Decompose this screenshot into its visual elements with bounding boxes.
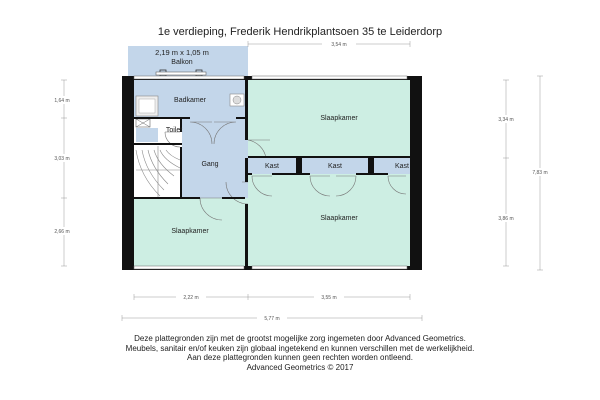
footer-line: Deze plattegronden zijn met de grootst mogelijke zorg ingemeten door Advanced Geometrics. — [134, 334, 466, 343]
balcony-label: Balkon — [171, 59, 193, 66]
dim-left-3: 2,66 m — [54, 229, 70, 235]
footer-disclaimer — [40, 334, 560, 372]
dim-right-total: 7,83 m — [532, 170, 548, 176]
dim-bottom-total: 5,77 m — [264, 316, 280, 322]
page-title: 1e verdieping, Frederik Hendrikplantsoen 35 te Leiderdorp — [157, 26, 443, 38]
label-kast-3: Kast — [394, 163, 410, 170]
footer-line: Aan deze plattegronden kunnen geen rechten worden ontleend. — [187, 353, 413, 362]
label-toilet: Toilet — [165, 127, 183, 134]
sink — [230, 94, 244, 106]
label-gang: Gang — [201, 161, 219, 168]
label-kast-1: Kast — [264, 163, 280, 170]
toilet-fixture — [136, 119, 150, 127]
balcony-size-label: 2,19 m x 1,05 m — [155, 48, 209, 57]
footer-line: Meubels, sanitair en/of keuken zijn globaal ingetekend en kunnen verschillen met de werkelijkheid. — [125, 343, 475, 353]
label-kast-2: Kast — [327, 163, 343, 170]
dim-right-2: 3,86 m — [498, 216, 514, 222]
dim-bottom-left: 2,22 m — [183, 295, 199, 301]
dim-right-1: 3,34 m — [498, 117, 514, 123]
footer-line: Advanced Geometrics © 2017 — [246, 362, 354, 372]
dim-left-1: 1,64 m — [54, 98, 70, 104]
dim-bottom-right: 3,55 m — [321, 295, 337, 301]
room-gang — [182, 118, 248, 198]
label-slaapkamer-top-right: Slaapkamer — [320, 115, 358, 122]
dim-top: 3,54 m — [331, 42, 347, 48]
label-slaapkamer-bottom-right: Slaapkamer — [320, 215, 358, 222]
label-slaapkamer-left: Slaapkamer — [171, 228, 209, 235]
label-badkamer: Badkamer — [174, 97, 206, 104]
bath — [136, 96, 158, 116]
dim-left-2: 3,03 m — [54, 156, 70, 162]
